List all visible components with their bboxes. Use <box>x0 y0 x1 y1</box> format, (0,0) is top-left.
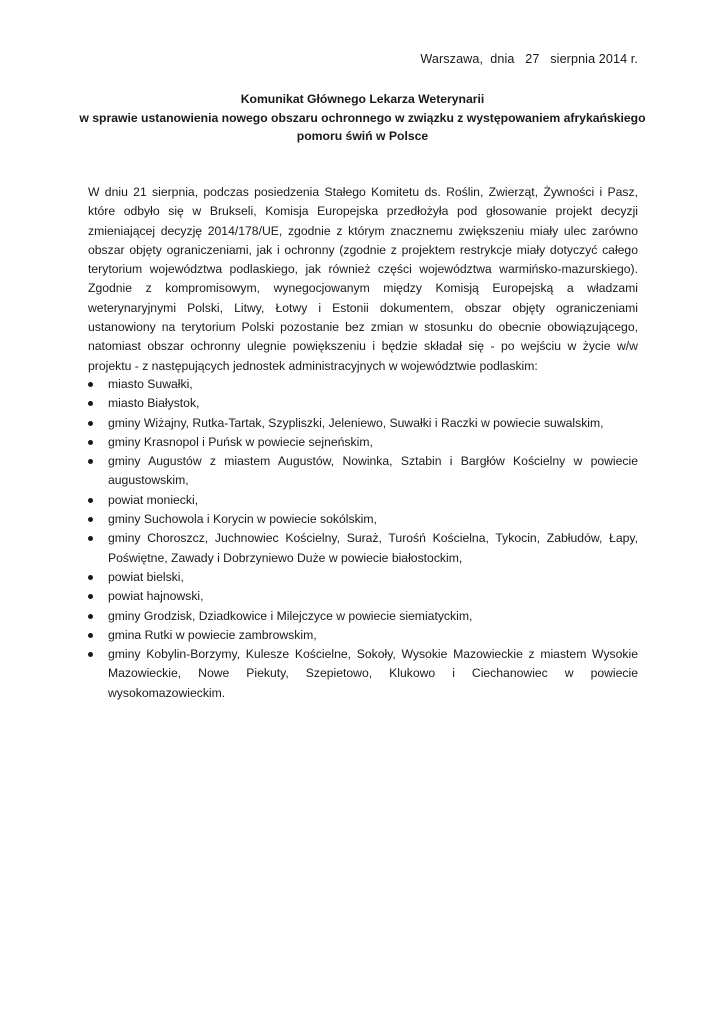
title-line-3: pomoru świń w Polsce <box>296 129 429 143</box>
list-item <box>88 607 638 626</box>
bullet-icon <box>88 652 93 657</box>
document-date: Warszawa, dnia 27 sierpnia 2014 r. <box>420 52 638 66</box>
list-item-text: gminy Krasnopol i Puńsk w powiecie sejneńskim, <box>108 434 373 449</box>
title-line-2: w sprawie ustanowienia nowego obszaru ochronnego w związku z występowaniem afrykańskiego <box>79 110 646 125</box>
bullet-icon <box>88 401 93 406</box>
list-item-text: gminy Kobylin-Borzymy, Kulesze Kościelne, Sokoły, Wysokie Mazowieckie z miastem Wysokie Mazowieckie, Nowe Piekuty, Szepietowo, Klukowo i Ciechanowiec w powiecie wysokomazowieckim. <box>108 647 638 700</box>
bullet-icon <box>88 594 93 599</box>
bullet-icon <box>88 459 93 464</box>
title-line-1: Komunikat Głównego Lekarza Weterynarii <box>240 92 485 106</box>
bullet-icon <box>88 517 93 522</box>
list-item <box>88 587 638 606</box>
list-item <box>88 414 638 433</box>
list-item-text: gminy Choroszcz, Juchnowiec Kościelny, Suraż, Turośń Kościelna, Tykocin, Zabłudów, Łapy, Poświętne, Zawady i Dobrzyniewo Duże w powiecie białostockim, <box>108 531 638 565</box>
list-item-text: gminy Wiżajny, Rutka-Tartak, Szypliszki, Jeleniewo, Suwałki i Raczki w powiecie suwalskim, <box>108 415 604 430</box>
list-item <box>88 568 638 587</box>
list-item <box>88 375 638 394</box>
bullet-icon <box>88 382 93 387</box>
bullet-icon <box>88 421 93 426</box>
list-item-text: powiat bielski, <box>108 569 184 584</box>
list-item <box>88 645 638 703</box>
list-item <box>88 626 638 645</box>
bullet-icon <box>88 614 93 619</box>
list-item-text: gminy Grodzisk, Dziadkowice i Milejczyce w powiecie siemiatyckim, <box>108 608 473 623</box>
list-item <box>88 433 638 452</box>
list-item-text: powiat moniecki, <box>108 492 199 507</box>
bullet-icon <box>88 536 93 541</box>
list-item <box>88 452 638 491</box>
list-item-text: gmina Rutki w powiecie zambrowskim, <box>108 627 317 642</box>
list-item <box>88 491 638 510</box>
list-item-text: miasto Białystok, <box>108 396 200 411</box>
administrative-units-list <box>88 375 638 703</box>
bullet-icon <box>88 633 93 638</box>
body-paragraph: W dniu 21 sierpnia, podczas posiedzenia Stałego Komitetu ds. Roślin, Zwierząt, Żywności i Pasz, które odbyło się w Brukseli, Komisja Europejska przedłożyła pod głosowanie projekt decyzji zmieniającej decyzję 2014/178/UE, zgodnie z którym znacznemu zwiększeniu miały ulec zarówno obszar objęty ograniczeniami, jak i ochronny (zgodnie z projektem restrykcje miały dotyczyć całego terytorium województwa podlaskiego, jak również części województwa warmińsko-mazurskiego). Zgodnie z kompromisowym, wynegocjowanym między Komisją Europejską a władzami weterynaryjnymi Polski, Litwy, Łotwy i Estonii dokumentem, obszar objęty ograniczeniami ustanowiony na terytorium Polski pozostanie bez zmian w stosunku do obecnie obowiązującego, natomiast obszar ochronny ulegnie powiększeniu i będzie składał się - po wejściu w życie w/w projektu - z następujących jednostek administracyjnych w województwie podlaskim: <box>88 185 638 373</box>
bullet-icon <box>88 440 93 445</box>
bullet-icon <box>88 498 93 503</box>
document-title <box>70 90 655 146</box>
list-item-text: gminy Suchowola i Korycin w powiecie sokólskim, <box>108 512 377 527</box>
list-item-text: powiat hajnowski, <box>108 589 204 604</box>
list-item-text: miasto Suwałki, <box>108 377 193 391</box>
list-item-text: gminy Augustów z miastem Augustów, Nowinka, Sztabin i Bargłów Kościelny w powiecie augustowskim, <box>108 454 638 488</box>
list-item <box>88 529 638 568</box>
bullet-icon <box>88 575 93 580</box>
list-item <box>88 510 638 529</box>
list-item <box>88 394 638 413</box>
